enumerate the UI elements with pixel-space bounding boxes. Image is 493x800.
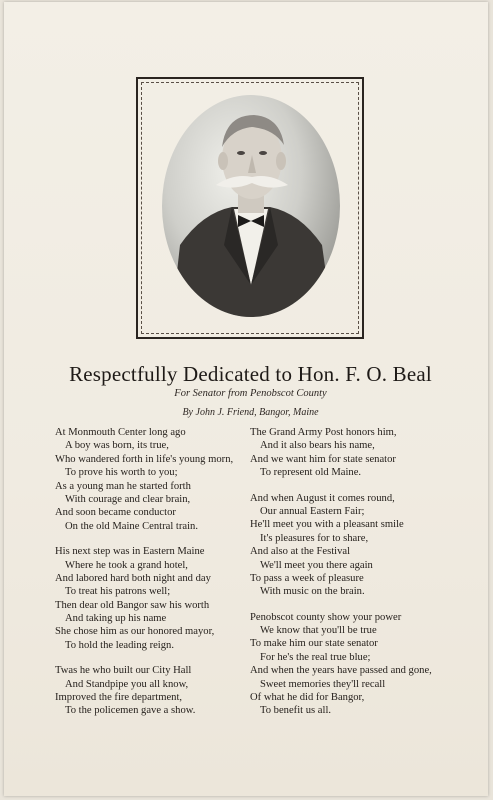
poem-line: With courage and clear brain, [65, 493, 191, 505]
poem-line: It's pleasures for to share, [260, 532, 369, 544]
poem-line: To represent old Maine. [260, 467, 362, 479]
poem-line: And we want him for state senator [250, 453, 396, 465]
poem-line: Where he took a grand hotel, [65, 559, 188, 571]
poem-line: Improved the fire department, [55, 692, 183, 704]
poem-stanza [250, 426, 460, 480]
poem-line: To pass a week of pleasure [250, 572, 364, 584]
dedication-title: Respectfully Dedicated to Hon. F. O. Beal [69, 362, 432, 386]
poem-line: For he's the real true blue; [260, 651, 371, 663]
poem-line: And it also bears his name, [260, 440, 375, 452]
poem-line: To the policemen gave a show. [65, 705, 196, 717]
poem-line: Of what he did for Bangor, [250, 692, 365, 704]
poem-line: To hold the leading reign. [65, 639, 174, 651]
poem-stanza [250, 492, 460, 599]
portrait-frame [136, 77, 364, 339]
poem-line: A boy was born, its true, [65, 440, 169, 452]
dedication-subtitle: For Senator from Penobscot County [174, 388, 327, 399]
poem-line: And soon became conductor [55, 507, 176, 519]
poem-line: To treat his patrons well; [65, 586, 171, 598]
poem-line: To prove his worth to you; [65, 467, 178, 479]
poem-line: She chose him as our honored mayor, [55, 626, 215, 638]
poem-stanza [55, 426, 245, 533]
author-byline: By John J. Friend, Bangor, Maine [182, 407, 319, 418]
poem-line: We know that you'll be true [260, 625, 377, 637]
poem-line: Penobscot county show your power [250, 611, 402, 623]
poem-line: With music on the brain. [260, 586, 365, 598]
poem-line: Who wandered forth in life's young morn, [55, 453, 234, 465]
poem-column-right [250, 426, 460, 730]
poem-stanza [55, 545, 245, 652]
poem-line: He'll meet you with a pleasant smile [250, 519, 404, 531]
poem-line: At Monmouth Center long ago [55, 427, 186, 438]
portrait-illustration [162, 95, 340, 317]
poem-line: Our annual Eastern Fair; [260, 505, 365, 517]
poem-line: Then dear old Bangor saw his worth [55, 599, 210, 611]
poem-line: And Standpipe you all know, [65, 678, 189, 690]
portrait-photo [162, 95, 340, 317]
poem-line: To benefit us all. [260, 705, 332, 717]
poem-line: And also at the Festival [250, 546, 351, 558]
poem-line: And when the years have passed and gone, [250, 665, 432, 677]
poem-line: His next step was in Eastern Maine [55, 546, 205, 558]
poem-line: And when August it comes round, [250, 492, 395, 504]
poem-line: Sweet memories they'll recall [260, 678, 386, 690]
poem-stanza [250, 611, 460, 718]
document-page [4, 2, 488, 796]
poem-stanza [55, 664, 245, 718]
poem-line: On the old Maine Central train. [65, 520, 198, 532]
poem-line: And labored hard both night and day [55, 572, 211, 584]
poem-line: Twas he who built our City Hall [55, 665, 192, 677]
poem-line: And taking up his name [65, 613, 167, 625]
poem-line: We'll meet you there again [260, 559, 373, 571]
poem-line: As a young man he started forth [55, 480, 191, 492]
poem-column-left [55, 426, 245, 730]
poem-line: The Grand Army Post honors him, [250, 427, 397, 438]
poem-line: To make him our state senator [250, 638, 378, 650]
